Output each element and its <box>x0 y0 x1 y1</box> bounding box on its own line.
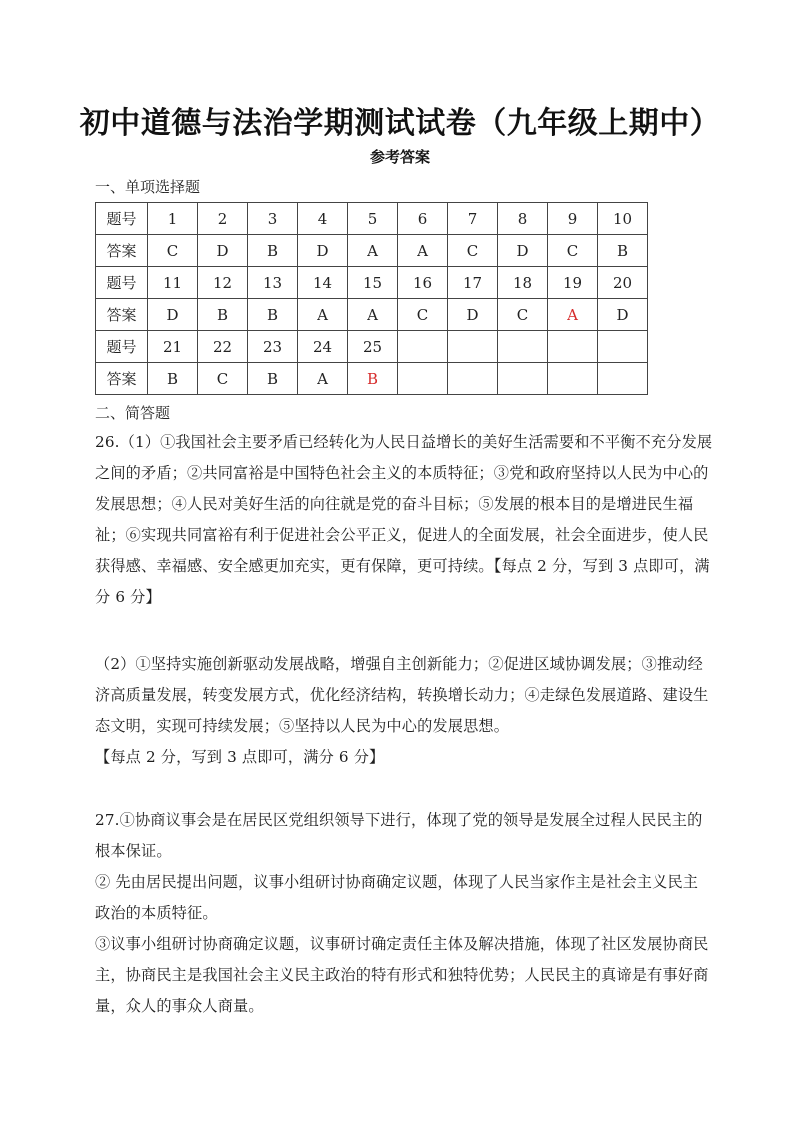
answer-cell: D <box>448 299 498 331</box>
question-number-cell: 22 <box>198 331 248 363</box>
page-subtitle: 参考答案 <box>369 148 430 166</box>
answer-cell: C <box>398 299 448 331</box>
answer-cell: A <box>298 299 348 331</box>
answer-cell: A <box>398 235 448 267</box>
question-number-cell: 3 <box>248 203 298 235</box>
answer-27-point-1: 27.①协商议事会是在居民区党组织领导下进行，体现了党的领导是发展全过程人民民主的根本保证。 <box>95 811 703 860</box>
answer-cell <box>598 363 648 395</box>
question-number-label: 题号 <box>96 267 148 299</box>
answer-cell: D <box>198 235 248 267</box>
answer-label: 答案 <box>96 235 148 267</box>
question-number-cell: 13 <box>248 267 298 299</box>
answer-cell: C <box>148 235 198 267</box>
answer-26-1-text: 26.（1）①我国社会主要矛盾已经转化为人民日益增长的美好生活需要和不平衡不充分发展之间的矛盾；②共同富裕是中国特色社会主义的本质特征；③党和政府坚持以人民为中心的发展思想；④人民对美好生活的向往就是党的奋斗目标；⑤发展的根本目的是增进民生福祉；⑥实现共同富裕有利于促进社会公平正义，促进人的全面发展，社会全面进步，使人民获得感、幸福感、安全感更加充实，更有保障，更可持续。【每点 2 分，写到 3 点即可，满分 6 分】 <box>95 433 713 606</box>
question-number-cell: 1 <box>148 203 198 235</box>
question-number-cell <box>598 331 648 363</box>
answer-cell: B <box>248 299 298 331</box>
question-number-cell: 14 <box>298 267 348 299</box>
answer-cell: D <box>598 299 648 331</box>
page-title: 初中道德与法治学期测试试卷（九年级上期中） <box>79 106 721 141</box>
question-number-row <box>96 331 648 363</box>
answer-cell: A <box>548 299 598 331</box>
question-27 <box>95 805 713 1022</box>
answer-cell <box>398 363 448 395</box>
section-heading-choice: 一、单项选择题 <box>95 178 201 196</box>
question-number-cell: 5 <box>348 203 398 235</box>
section-heading-short-answer: 二、简答题 <box>95 404 171 422</box>
question-26-part-1 <box>95 427 713 613</box>
answer-cell: C <box>498 299 548 331</box>
question-number-cell: 20 <box>598 267 648 299</box>
answer-cell <box>448 363 498 395</box>
answer-cell: D <box>498 235 548 267</box>
question-number-row <box>96 267 648 299</box>
question-number-cell <box>448 331 498 363</box>
question-number-cell: 8 <box>498 203 548 235</box>
question-number-cell: 24 <box>298 331 348 363</box>
question-number-cell: 2 <box>198 203 248 235</box>
question-26-part-2 <box>95 649 713 773</box>
question-number-cell: 6 <box>398 203 448 235</box>
question-number-row <box>96 203 648 235</box>
answer-cell: A <box>298 363 348 395</box>
answer-26-2-score: 【每点 2 分，写到 3 点即可，满分 6 分】 <box>95 748 385 766</box>
answer-cell <box>548 363 598 395</box>
answer-table <box>95 202 648 395</box>
answer-cell: B <box>148 363 198 395</box>
answer-cell: B <box>248 235 298 267</box>
answer-cell: C <box>448 235 498 267</box>
question-number-cell: 23 <box>248 331 298 363</box>
answer-cell: A <box>348 235 398 267</box>
question-number-cell <box>498 331 548 363</box>
answer-cell: C <box>548 235 598 267</box>
question-number-cell: 17 <box>448 267 498 299</box>
question-number-label: 题号 <box>96 203 148 235</box>
question-number-cell <box>548 331 598 363</box>
question-number-cell: 9 <box>548 203 598 235</box>
question-number-cell: 12 <box>198 267 248 299</box>
answer-27-point-3: ③议事小组研讨协商确定议题，议事研讨确定责任主体及解决措施，体现了社区发展协商民主，协商民主是我国社会主义民主政治的特有形式和独特优势；人民民主的真谛是有事好商量，众人的事众人商量。 <box>95 935 709 1015</box>
answer-cell: D <box>148 299 198 331</box>
answer-cell: B <box>198 299 248 331</box>
answer-26-2-text: （2）①坚持实施创新驱动发展战略，增强自主创新能力；②促进区域协调发展；③推动经济高质量发展，转变发展方式，优化经济结构，转换增长动力；④走绿色发展道路、建设生态文明，实现可持续发展；⑤坚持以人民为中心的发展思想。 <box>95 655 709 735</box>
answer-row <box>96 299 648 331</box>
answer-27-point-2: ② 先由居民提出问题，议事小组研讨协商确定议题，体现了人民当家作主是社会主义民主政治的本质特征。 <box>95 873 699 922</box>
answer-cell: D <box>298 235 348 267</box>
question-number-cell: 25 <box>348 331 398 363</box>
answer-row <box>96 363 648 395</box>
answer-cell <box>498 363 548 395</box>
question-number-cell: 11 <box>148 267 198 299</box>
answer-cell: B <box>348 363 398 395</box>
question-number-cell: 21 <box>148 331 198 363</box>
question-number-cell: 16 <box>398 267 448 299</box>
question-number-cell: 19 <box>548 267 598 299</box>
question-number-cell <box>398 331 448 363</box>
question-number-cell: 4 <box>298 203 348 235</box>
answer-row <box>96 235 648 267</box>
answer-cell: A <box>348 299 398 331</box>
answer-cell: C <box>198 363 248 395</box>
answer-label: 答案 <box>96 299 148 331</box>
answer-cell: B <box>248 363 298 395</box>
answer-label: 答案 <box>96 363 148 395</box>
question-number-cell: 15 <box>348 267 398 299</box>
question-number-cell: 10 <box>598 203 648 235</box>
question-number-label: 题号 <box>96 331 148 363</box>
question-number-cell: 18 <box>498 267 548 299</box>
answer-cell: B <box>598 235 648 267</box>
question-number-cell: 7 <box>448 203 498 235</box>
